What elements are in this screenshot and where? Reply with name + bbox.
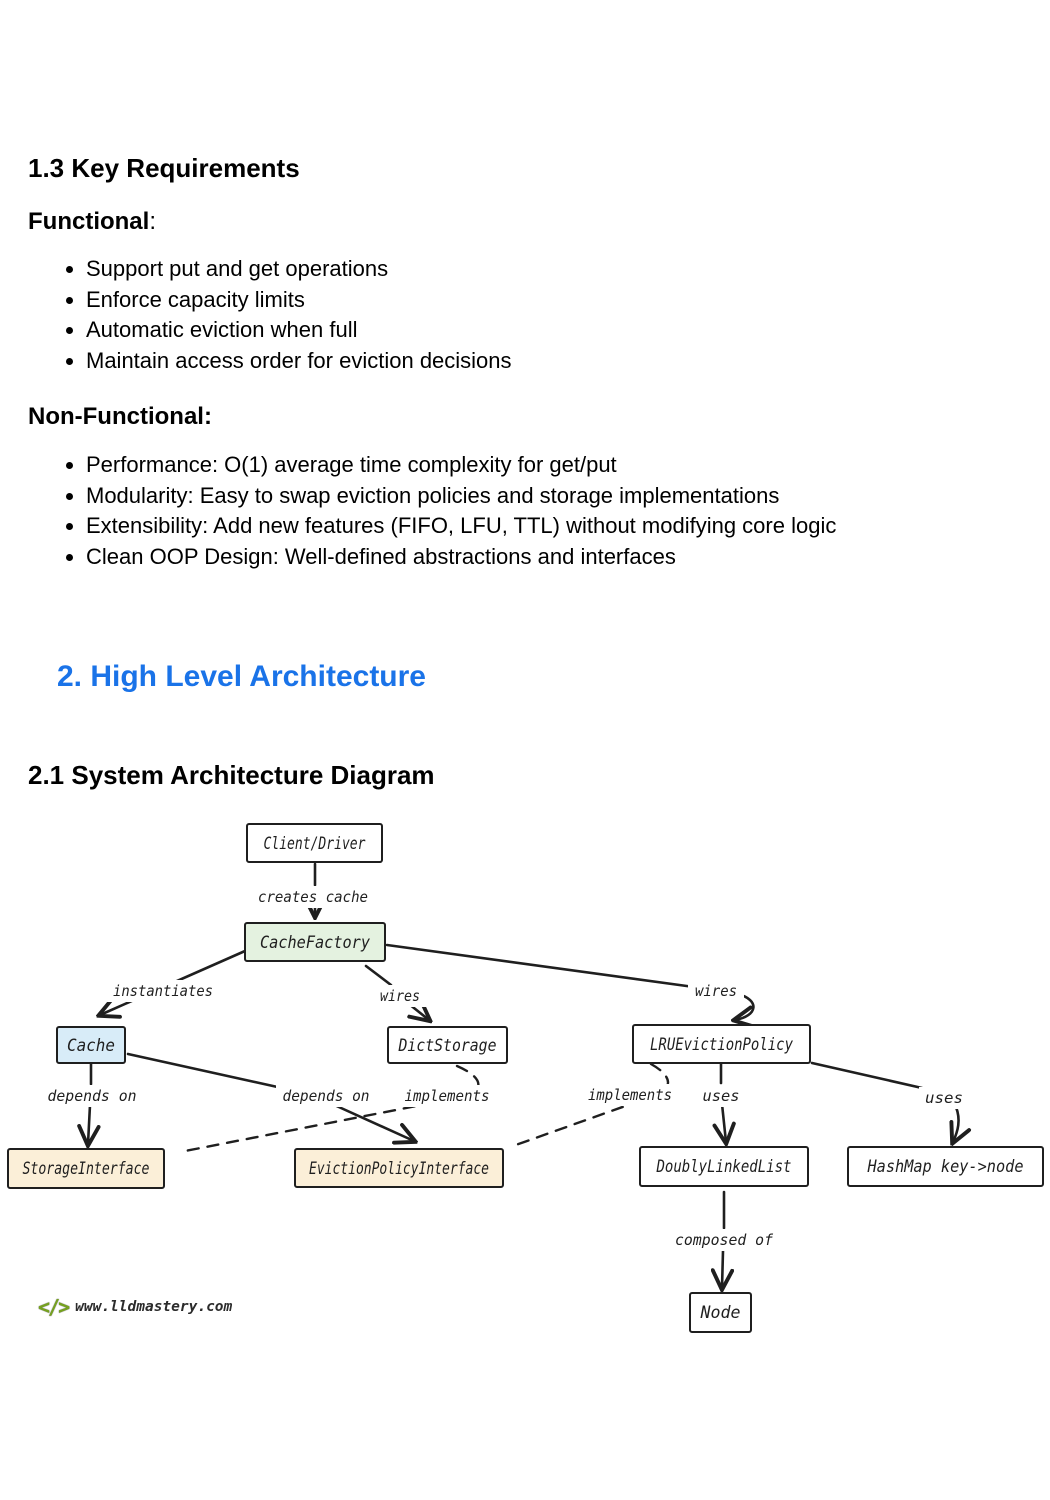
diagram-node-node [690, 1293, 751, 1332]
diagram-edge-labels [41, 886, 969, 1251]
diagram-node-cache-factory [245, 923, 385, 961]
bullet-item: • Clean OOP Design: Well-defined abstractions and interfaces [86, 542, 1050, 573]
edge-label-uses-dll: uses [702, 1087, 740, 1105]
edge-uses-dll-arrow [722, 1104, 726, 1142]
edge-label-creates-cache: creates cache [258, 888, 368, 906]
edge-label-depends-on-policy: depends on [282, 1087, 370, 1105]
node-label: DoublyLinkedList [655, 1157, 792, 1177]
node-label: LRUEvictionPolicy [650, 1035, 794, 1055]
edge-label-implements-policy: implements [588, 1086, 672, 1104]
edge-wires-storage [366, 966, 391, 985]
architecture-diagram [0, 800, 1050, 1360]
edge-uses-hashmap-arrow [953, 1107, 959, 1142]
diagram-node-dict-storage [388, 1027, 507, 1063]
node-label: Client/Driver [263, 834, 367, 854]
edge-label-wires-policy: wires [695, 982, 737, 1000]
diagram-node-doubly-linked-list [640, 1147, 808, 1186]
node-label: Node [699, 1303, 741, 1323]
bullet-item: • Performance: O(1) average time complexity for get/put [86, 450, 1050, 481]
diagram-node-lru-eviction-policy [633, 1025, 810, 1063]
diagram-node-client-driver [247, 824, 382, 862]
bullet-item: • Extensibility: Add new features (FIFO, LFU, TTL) without modifying core logic [86, 511, 1050, 542]
diagram-node-cache [57, 1027, 125, 1063]
edge-composed-of-arrow [722, 1251, 723, 1288]
diagram-node-storage-interface [8, 1149, 164, 1188]
code-brackets-icon: </> [38, 1295, 69, 1319]
node-label: HashMap key->node [866, 1157, 1024, 1177]
footer-brand [38, 1295, 232, 1319]
diagram-edges [88, 864, 959, 1288]
bullet-item: • Support put and get operations [86, 254, 1046, 285]
edge-uses-hashmap [812, 1063, 922, 1088]
edge-label-implements-storage: implements [404, 1087, 490, 1105]
edge-depends-on-storage-arrow [88, 1105, 90, 1144]
node-label: CacheFactory [260, 933, 371, 953]
functional-heading [28, 208, 156, 236]
non-functional-bullet-list [28, 450, 1050, 572]
node-label: Cache [67, 1036, 115, 1056]
bullet-item: • Automatic eviction when full [86, 315, 1046, 346]
diagram-nodes [8, 824, 1043, 1332]
non-functional-heading: Non-Functional: [28, 403, 212, 430]
bullet-item: • Modularity: Easy to swap eviction policies and storage implementations [86, 481, 1050, 512]
edge-label-uses-hashmap: uses [925, 1089, 963, 1107]
edge-label-depends-on-storage: depends on [47, 1087, 137, 1105]
section-title-key-requirements: 1.3 Key Requirements [28, 153, 300, 183]
edge-label-wires-storage: wires [380, 987, 420, 1005]
footer-site-url: www.lldmastery.com [75, 1299, 233, 1315]
edge-label-composed-of: composed of [675, 1231, 774, 1249]
diagram-node-hashmap [848, 1147, 1043, 1186]
bullet-item: • Enforce capacity limits [86, 285, 1046, 316]
edge-implements-storage [180, 1066, 478, 1152]
section-title-system-architecture-diagram: 2.1 System Architecture Diagram [28, 760, 435, 790]
edge-depends-on-policy [128, 1054, 282, 1088]
section-title-high-level-architecture: 2. High Level Architecture [57, 660, 426, 693]
node-label: DictStorage [397, 1036, 497, 1056]
edge-wires-policy [387, 945, 694, 987]
edge-depends-on-policy-arrow [330, 1103, 414, 1141]
node-label: StorageInterface [22, 1159, 150, 1179]
functional-heading-colon: : [149, 208, 156, 235]
edge-label-instantiates: instantiates [113, 982, 213, 1000]
functional-heading-label: Functional [28, 208, 150, 235]
diagram-node-eviction-policy-interface [295, 1149, 503, 1187]
node-label: EvictionPolicyInterface [309, 1159, 489, 1179]
functional-bullet-list [28, 254, 1046, 376]
bullet-item: • Maintain access order for eviction decisions [86, 346, 1046, 377]
